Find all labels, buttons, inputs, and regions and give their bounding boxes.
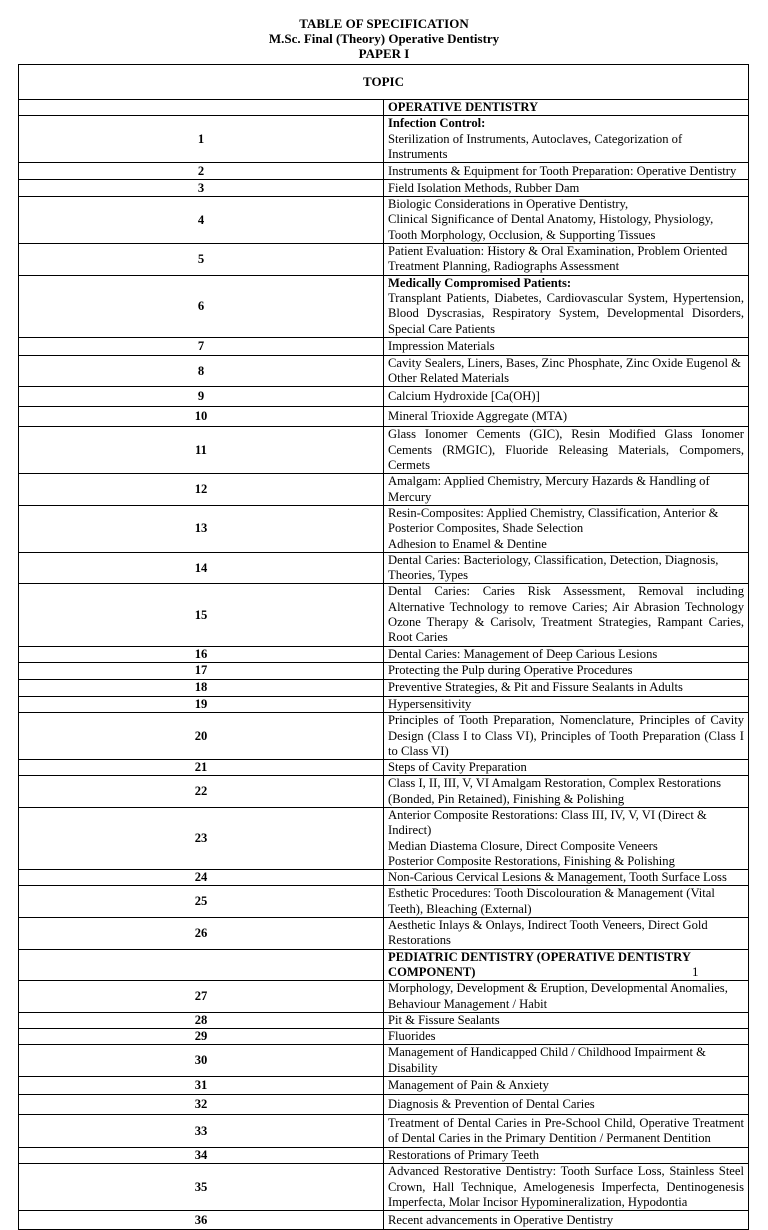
topic-cell (384, 1115, 749, 1148)
document-header (0, 16, 768, 61)
topic-cell (384, 679, 749, 696)
row-number: 33 (19, 1115, 384, 1148)
topic-cell (384, 100, 749, 116)
topic-text: Field Isolation Methods, Rubber Dam (388, 180, 580, 195)
row-number: 24 (19, 870, 384, 886)
table-row (19, 163, 749, 180)
row-number: 17 (19, 662, 384, 679)
topic-text: Instruments & Equipment for Tooth Preparation: Operative Dentistry (388, 163, 737, 178)
topic-cell (384, 197, 749, 244)
table-row (19, 1164, 749, 1211)
table-row (19, 696, 749, 712)
row-number: 19 (19, 696, 384, 712)
topic-text: Median Diastema Closure, Direct Composite Veneers (388, 838, 658, 853)
topic-text: Dental Caries: Management of Deep Carious Lesions (388, 646, 658, 661)
table-row (19, 760, 749, 776)
topic-cell (384, 552, 749, 584)
topic-cell (384, 807, 749, 869)
table-row (19, 387, 749, 407)
row-number: 7 (19, 337, 384, 355)
topic-text: Sterilization of Instruments, Autoclaves, Categorization of Instruments (388, 131, 683, 161)
table-row (19, 180, 749, 197)
topic-cell (384, 1045, 749, 1077)
topic-cell (384, 1077, 749, 1095)
topic-text: Aesthetic Inlays & Onlays, Indirect Tooth Veneers, Direct Gold Restorations (388, 918, 708, 948)
table-row (19, 355, 749, 387)
row-number: 20 (19, 713, 384, 760)
topic-cell (384, 886, 749, 918)
row-number: 9 (19, 387, 384, 407)
topic-text: Principles of Tooth Preparation, Nomenclature, Principles of Cavity Design (Class I to Class VI), Principles of Tooth Preparation (Class I to Class VI) (388, 713, 744, 758)
row-number: 27 (19, 981, 384, 1013)
table-row (19, 505, 749, 552)
topic-cell (384, 244, 749, 276)
topic-text: Diagnosis & Prevention of Dental Caries (388, 1096, 595, 1111)
table-row (19, 337, 749, 355)
row-number: 16 (19, 646, 384, 662)
topic-heading: Infection Control: (388, 116, 486, 131)
row-number: 5 (19, 244, 384, 276)
topic-heading: Medically Compromised Patients: (388, 275, 572, 290)
topic-text: Management of Handicapped Child / Childhood Impairment & Disability (388, 1045, 706, 1075)
row-number: 3 (19, 180, 384, 197)
topic-text: Hypersensitivity (388, 696, 472, 711)
table-row (19, 981, 749, 1013)
topic-cell (384, 760, 749, 776)
topic-text: Advanced Restorative Dentistry: Tooth Surface Loss, Stainless Steel Crown, Hall Technique, Amelogenesis Imperfecta, Dentinogenesis Imperfecta, Molar Incisor Hypomineralization, Hypodontia (388, 1164, 744, 1209)
topic-text: Dental Caries: Bacteriology, Classification, Detection, Diagnosis, Theories, Types (388, 552, 719, 583)
topic-cell (384, 1211, 749, 1230)
table-row (19, 244, 749, 276)
topic-cell (384, 918, 749, 950)
topic-cell (384, 355, 749, 387)
table-row (19, 646, 749, 662)
topic-text: Esthetic Procedures: Tooth Discolouration & Management (Vital Teeth), Bleaching (External) (388, 886, 715, 916)
topic-cell (384, 387, 749, 407)
row-number (19, 100, 384, 116)
table-row (19, 197, 749, 244)
topic-text: Patient Evaluation: History & Oral Examination, Problem Oriented Treatment Planning, Radiographs Assessment (388, 244, 728, 274)
table-header-row (19, 65, 749, 100)
topic-cell (384, 1164, 749, 1211)
topic-text: Anterior Composite Restorations: Class III, IV, V, VI (Direct & Indirect) (388, 807, 707, 838)
topic-cell (384, 407, 749, 427)
topic-text: Resin-Composites: Applied Chemistry, Classification, Anterior & Posterior Composites, Shade Selection (388, 505, 719, 536)
topic-cell (384, 1095, 749, 1115)
topic-text: Class I, II, III, V, VI Amalgam Restoration, Complex Restorations (Bonded, Pin Retained), Finishing & Polishing (388, 776, 722, 806)
table-row (19, 407, 749, 427)
topic-text: Adhesion to Enamel & Dentine (388, 536, 547, 551)
topic-cell (384, 713, 749, 760)
topic-cell (384, 662, 749, 679)
topic-text: Calcium Hydroxide [Ca(OH)] (388, 389, 540, 404)
topic-text: Posterior Composite Restorations, Finishing & Polishing (388, 853, 675, 868)
row-number: 18 (19, 679, 384, 696)
topic-text: Mineral Trioxide Aggregate (MTA) (388, 409, 568, 424)
topic-heading: PEDIATRIC DENTISTRY (OPERATIVE DENTISTRY COMPONENT) (388, 949, 691, 979)
row-number: 28 (19, 1012, 384, 1028)
table-row (19, 427, 749, 474)
table-row (19, 1115, 749, 1148)
row-number (19, 949, 384, 981)
table-row (19, 1012, 749, 1028)
row-number: 34 (19, 1148, 384, 1164)
table-row (19, 1148, 749, 1164)
topic-cell (384, 1029, 749, 1045)
topic-cell (384, 275, 749, 337)
row-number: 13 (19, 505, 384, 552)
table-row (19, 584, 749, 646)
topic-text: Fluorides (388, 1029, 436, 1044)
table-row (19, 776, 749, 808)
document-title: TABLE OF SPECIFICATION (299, 16, 469, 31)
topic-cell (384, 870, 749, 886)
topic-text: Transplant Patients, Diabetes, Cardiovascular System, Hypertension, Blood Dyscrasias, Respiratory System, Developmental Disorders, Special Care Patients (388, 290, 744, 336)
row-number: 1 (19, 116, 384, 163)
table-row (19, 918, 749, 950)
table-row (19, 1045, 749, 1077)
topic-text: Non-Carious Cervical Lesions & Management, Tooth Surface Loss (388, 870, 727, 885)
topic-cell (384, 646, 749, 662)
topic-cell (384, 116, 749, 163)
specification-table-body (19, 65, 749, 1230)
topic-cell (384, 180, 749, 197)
row-number: 8 (19, 355, 384, 387)
table-row (19, 1029, 749, 1045)
table-row (19, 679, 749, 696)
topic-text: Steps of Cavity Preparation (388, 760, 527, 775)
topic-cell (384, 505, 749, 552)
topic-text: Amalgam: Applied Chemistry, Mercury Hazards & Handling of Mercury (388, 474, 710, 504)
paper-label: PAPER I (358, 46, 410, 61)
topic-text: Dental Caries: Caries Risk Assessment, Removal including Alternative Technology to remove Caries; Air Abrasion Technology Ozone Therapy & Carisolv, Treatment Strategies, Rampant Caries, Root Caries (388, 584, 744, 645)
topic-text: Cavity Sealers, Liners, Bases, Zinc Phosphate, Zinc Oxide Eugenol & Other Related Materials (388, 355, 741, 386)
row-number: 12 (19, 474, 384, 506)
topic-text: Recent advancements in Operative Dentistry (388, 1212, 614, 1227)
topic-text: Management of Pain & Anxiety (388, 1077, 549, 1092)
table-row (19, 807, 749, 869)
topic-text: Biologic Considerations in Operative Dentistry, (388, 197, 629, 212)
row-number: 10 (19, 407, 384, 427)
row-number: 29 (19, 1029, 384, 1045)
topic-text: Impression Materials (388, 338, 495, 353)
topic-text: Preventive Strategies, & Pit and Fissure Sealants in Adults (388, 680, 683, 695)
topic-cell (384, 427, 749, 474)
row-number: 26 (19, 918, 384, 950)
row-number: 23 (19, 807, 384, 869)
topic-column-header: TOPIC (19, 65, 749, 100)
row-number: 14 (19, 552, 384, 584)
topic-text: Clinical Significance of Dental Anatomy, Histology, Physiology, Tooth Morphology, Occlusion, & Supporting Tissues (388, 212, 714, 242)
row-number: 32 (19, 1095, 384, 1115)
page-number: 1 (692, 964, 699, 979)
topic-text: Morphology, Development & Eruption, Developmental Anomalies, Behaviour Management / Habit (388, 981, 728, 1011)
topic-cell (384, 1012, 749, 1028)
topic-cell (384, 1148, 749, 1164)
topic-cell (384, 584, 749, 646)
topic-cell (384, 981, 749, 1013)
row-number: 36 (19, 1211, 384, 1230)
row-number: 31 (19, 1077, 384, 1095)
table-row (19, 275, 749, 337)
topic-text: Pit & Fissure Sealants (388, 1012, 500, 1027)
row-number: 21 (19, 760, 384, 776)
row-number: 15 (19, 584, 384, 646)
specification-table (18, 64, 749, 1230)
table-row (19, 870, 749, 886)
table-row (19, 1211, 749, 1230)
row-number: 35 (19, 1164, 384, 1211)
row-number: 4 (19, 197, 384, 244)
section-heading-row (19, 949, 749, 981)
table-row (19, 1095, 749, 1115)
section-heading-row (19, 100, 749, 116)
table-row (19, 1077, 749, 1095)
topic-cell (384, 776, 749, 808)
topic-cell (384, 474, 749, 506)
table-row (19, 662, 749, 679)
row-number: 6 (19, 275, 384, 337)
topic-text: Glass Ionomer Cements (GIC), Resin Modified Glass Ionomer Cements (RMGIC), Fluoride Releasing Materials, Compomers, Cermets (388, 427, 744, 473)
table-row (19, 116, 749, 163)
table-row (19, 474, 749, 506)
row-number: 30 (19, 1045, 384, 1077)
table-row (19, 713, 749, 760)
topic-cell (384, 696, 749, 712)
topic-heading: OPERATIVE DENTISTRY (388, 100, 539, 114)
table-row (19, 886, 749, 918)
row-number: 22 (19, 776, 384, 808)
row-number: 11 (19, 427, 384, 474)
topic-text: Treatment of Dental Caries in Pre-School Child, Operative Treatment of Dental Caries in the Primary Dentition / Permanent Dentition (388, 1115, 744, 1146)
topic-cell (384, 163, 749, 180)
topic-cell (384, 337, 749, 355)
table-row (19, 552, 749, 584)
row-number: 2 (19, 163, 384, 180)
topic-text: Restorations of Primary Teeth (388, 1148, 540, 1163)
topic-text: Protecting the Pulp during Operative Procedures (388, 663, 633, 678)
document-subtitle: M.Sc. Final (Theory) Operative Dentistry (268, 31, 500, 46)
row-number: 25 (19, 886, 384, 918)
